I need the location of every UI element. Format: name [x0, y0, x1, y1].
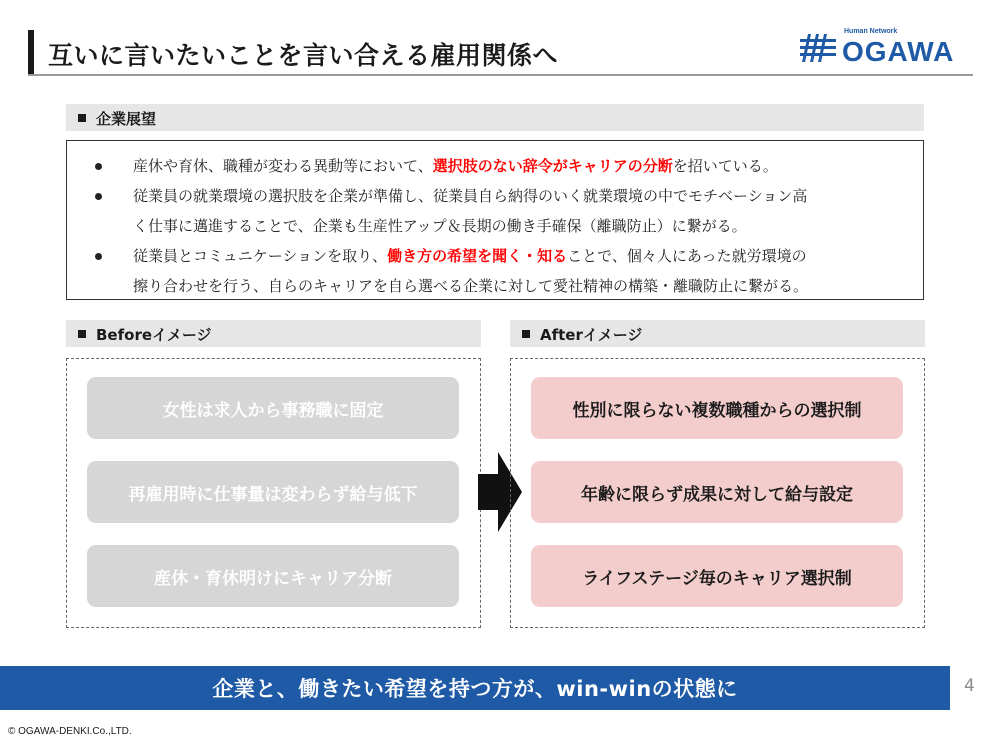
title-accent-bar	[28, 30, 34, 74]
logo-wordmark: OGAWA	[842, 36, 955, 67]
before-heading	[66, 320, 481, 347]
copyright-notice: © OGAWA-DENKI.Co.,LTD.	[8, 726, 132, 737]
after-item: 年齢に限らず成果に対して給与設定	[531, 461, 903, 523]
square-bullet-icon	[78, 330, 86, 338]
square-bullet-icon	[78, 114, 86, 122]
before-item: 女性は求人から事務職に固定	[87, 377, 459, 439]
vision-item-highlight: 選択肢のない辞令がキャリアの分断	[432, 157, 673, 175]
title-underline	[28, 74, 973, 76]
ogawa-grid-logo-icon	[800, 34, 838, 62]
vision-heading-label: 企業展望	[96, 110, 157, 128]
conclusion-banner: 企業と、働きたい希望を持つ方が、win-winの状態に	[0, 666, 950, 710]
vision-item	[85, 151, 911, 181]
vision-item	[85, 181, 911, 241]
bullet-dot-icon	[95, 163, 102, 170]
after-panel	[510, 358, 925, 628]
bullet-dot-icon	[95, 193, 102, 200]
vision-box	[66, 140, 924, 300]
before-item: 産休・育休明けにキャリア分断	[87, 545, 459, 607]
vision-item	[85, 241, 911, 301]
vision-item-text: を招いている。	[672, 157, 778, 175]
vision-item-text: 従業員とコミュニケーションを取り、	[133, 247, 388, 265]
bullet-dot-icon	[95, 253, 102, 260]
vision-item-text: 擦り合わせを行う、自らのキャリアを自ら選べる企業に対して愛社精神の構築・離職防止に繋がる。	[133, 277, 809, 295]
after-item: 性別に限らない複数職種からの選択制	[531, 377, 903, 439]
before-heading-label: Beforeイメージ	[96, 326, 212, 344]
logo-tagline: Human Network	[844, 28, 898, 35]
vision-heading	[66, 104, 924, 131]
vision-item-highlight: 働き方の希望を聞く・知る	[387, 247, 568, 265]
after-heading-label: Afterイメージ	[540, 326, 643, 344]
page-title: 互いに言いたいことを言い合える雇用関係へ	[48, 41, 559, 70]
vision-item-text: 従業員の就業環境の選択肢を企業が準備し、従業員自ら納得のいく就業環境の中でモチベーション高	[133, 187, 808, 205]
vision-item-text: 産休や育休、職種が変わる異動等において、	[133, 157, 433, 175]
vision-item-text: く仕事に邁進することで、企業も生産性アップ＆長期の働き手確保（離職防止）に繋がる。	[133, 217, 747, 235]
before-item: 再雇用時に仕事量は変わらず給与低下	[87, 461, 459, 523]
company-logo	[800, 28, 975, 68]
square-bullet-icon	[522, 330, 530, 338]
after-item: ライフステージ毎のキャリア選択制	[531, 545, 903, 607]
after-heading	[510, 320, 925, 347]
page-number: 4	[964, 676, 975, 696]
before-panel	[66, 358, 481, 628]
vision-item-text: ことで、個々人にあった就労環境の	[567, 247, 807, 265]
